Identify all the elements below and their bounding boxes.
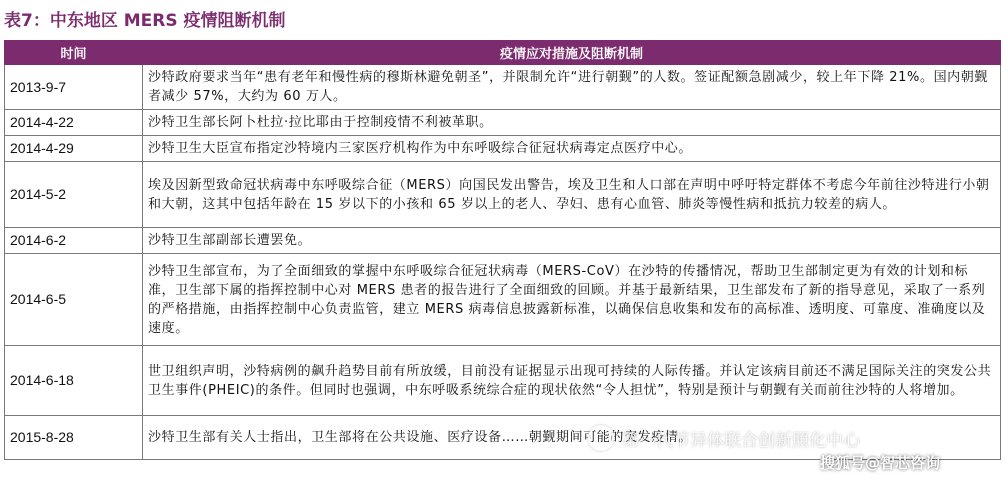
wechat-logo-icon <box>588 425 614 451</box>
row-measure: 沙特卫生部宣布，为了全面细致的掌握中东呼吸综合征冠状病毒（MERS-CoV）在沙特的传播情况，帮助卫生部制定更为有效的计划和标准，卫生部下属的指挥控制中心对 MERS 患者的报告进行了全面细致的回顾。并基于最新结果，卫生部发布了新的指导意见，采取了一系列的严格措施，由指挥控制中心负责监管，建立 MERS 病毒信息披露新标准，以确保信息收集和发布的高标准、透明度、可靠度、准确度以及速度。 <box>143 254 1001 346</box>
header-measure: 疫情应对措施及阻断机制 <box>143 41 1001 65</box>
row-measure: 沙特卫生部副部长遭罢免。 <box>143 228 1001 254</box>
table-title: 表7：中东地区 MERS 疫情阻断机制 <box>4 11 286 31</box>
sohu-watermark: 搜狐号@智芯咨询 <box>820 454 941 472</box>
mers-measures-table <box>4 40 1001 460</box>
row-date: 2014-6-5 <box>5 254 143 346</box>
table-row <box>5 65 1001 110</box>
table-row <box>5 346 1001 416</box>
wechat-watermark <box>588 425 860 451</box>
row-date: 2014-4-22 <box>5 110 143 136</box>
row-measure: 世卫组织声明，沙特病例的飙升趋势目前有所放缓，目前没有证据显示出现可持续的人际传播。并认定该病目前还不满足国际关注的突发公共卫生事件(PHEIC)的条件。但同时也强调，中东呼吸系统综合症的现状依然“令人担忧”，特别是预计与朝觐有关而前往沙特的人将增加。 <box>143 346 1001 416</box>
row-date: 2014-4-29 <box>5 136 143 162</box>
row-measure: 埃及因新型致命冠状病毒中东呼吸综合征（MERS）向国民发出警告，埃及卫生和人口部在声明中呼吁特定群体不考虑今年前往沙特进行小朝和大朝，这其中包括年龄在 15 岁以下的小孩和 65 岁以上的老人、孕妇、患有心血管、肺炎等慢性病和抵抗力较差的病人。 <box>143 162 1001 228</box>
row-measure: 沙特卫生部有关人士指出，卫生部将在公共设施、医疗设备……朝觐期间可能的突发疫情。 <box>143 416 1001 460</box>
row-date: 2014-6-18 <box>5 346 143 416</box>
row-date: 2014-6-2 <box>5 228 143 254</box>
row-date: 2013-9-7 <box>5 65 143 110</box>
table-row <box>5 110 1001 136</box>
row-date: 2014-5-2 <box>5 162 143 228</box>
header-date: 时间 <box>5 41 143 65</box>
table-row <box>5 228 1001 254</box>
row-measure: 沙特卫生部长阿卜杜拉·拉比耶由于控制疫情不利被革职。 <box>143 110 1001 136</box>
row-measure: 沙特卫生大臣宣布指定沙特境内三家医疗机构作为中东呼吸综合征冠状病毒定点医疗中心。 <box>143 136 1001 162</box>
row-measure: 沙特政府要求当年“患有老年和慢性病的穆斯林避免朝圣”，并限制允许“进行朝觐”的人数。签证配额急剧减少，较上年下降 21%。国内朝觐者减少 57%，大约为 60 万人。 <box>143 65 1001 110</box>
table-header-row <box>5 41 1001 65</box>
table-row <box>5 162 1001 228</box>
wechat-watermark-text: 第一代节异体联合创新照化中心 <box>622 430 860 451</box>
row-date: 2015-8-28 <box>5 416 143 460</box>
table-row <box>5 254 1001 346</box>
table-row <box>5 136 1001 162</box>
